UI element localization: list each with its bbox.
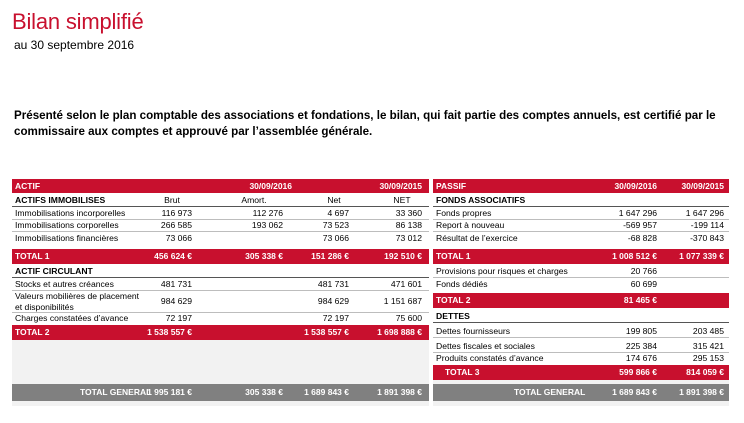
row-label: Charges constatées d’avance — [15, 313, 129, 323]
row-label: Produits constatés d’avance — [436, 353, 544, 363]
actif-circulant-block — [12, 264, 429, 325]
col-net2015-label: NET — [393, 195, 411, 205]
cell-brut: 73 066 — [165, 233, 192, 243]
total-2016: 1 008 512 € — [612, 251, 657, 261]
cell-2015: -199 114 — [690, 220, 724, 230]
passif-total-general — [433, 384, 729, 401]
cell-2016: 60 699 — [630, 279, 657, 289]
cell-brut: 481 731 — [160, 279, 192, 289]
total-brut: 1 538 557 € — [147, 327, 192, 337]
row-label: Valeurs mobilières de placement — [15, 291, 140, 301]
row-label: Dettes fournisseurs — [436, 326, 511, 336]
table-row — [433, 341, 729, 353]
cell-2016: 20 766 — [630, 266, 657, 276]
page-title: Bilan simplifié — [12, 9, 144, 34]
actif-header-date-2015: 30/09/2015 — [379, 181, 422, 191]
passif-header-date-2016: 30/09/2016 — [614, 181, 657, 191]
total-label: TOTAL 2 — [15, 327, 50, 337]
actif-immobilises-title: ACTIFS IMMOBILISES — [15, 195, 106, 205]
passif-header-label: PASSIF — [436, 181, 467, 191]
cell-net2015: 73 012 — [395, 233, 422, 243]
cell-net: 73 523 — [322, 220, 349, 230]
cell-net2015: 33 360 — [395, 208, 422, 218]
cell-2016: 1 647 296 — [618, 208, 657, 218]
cell-2015: 295 153 — [692, 353, 724, 363]
total-2015: 1 077 339 € — [679, 251, 724, 261]
cell-2015: 203 485 — [692, 326, 724, 336]
row-label-line2: et disponibilités — [15, 302, 74, 312]
row-label: Résultat de l’exercice — [436, 233, 518, 243]
passif-provisions-block — [433, 264, 729, 293]
row-label: Provisions pour risques et charges — [436, 266, 568, 276]
table-row — [433, 208, 729, 220]
passif-dettes-title-row — [433, 311, 729, 323]
total-amort: 305 338 € — [245, 251, 283, 261]
actif-table — [12, 179, 429, 406]
actif-immobilises-block — [12, 193, 429, 249]
cell-net2015: 1 151 687 — [383, 296, 422, 306]
total-general-label: TOTAL GENERAL — [514, 387, 586, 397]
cell-2015: -370 843 — [690, 233, 724, 243]
actif-total-general — [12, 384, 429, 401]
cell-2016: 174 676 — [625, 353, 657, 363]
total-general-2015: 1 891 398 € — [679, 387, 724, 397]
table-row — [433, 279, 729, 290]
table-row — [12, 220, 429, 232]
passif-header — [433, 179, 729, 193]
row-label: Report à nouveau — [436, 220, 505, 230]
total-2016: 599 866 € — [619, 367, 657, 377]
passif-table — [433, 179, 729, 406]
intro-paragraph: Présenté selon le plan comptable des associations et fondations, le bilan, qui fait partie des comptes annuels, est certifié par le commissaire aux comptes et approuvé par l’assemblée générale. — [14, 109, 716, 138]
total-2016: 81 465 € — [623, 295, 657, 305]
passif-fonds-block — [433, 193, 729, 249]
table-row — [12, 208, 429, 220]
total-general-net: 1 689 843 € — [304, 387, 349, 397]
cell-brut: 116 973 — [161, 208, 192, 218]
total-label: TOTAL 1 — [15, 251, 50, 261]
passif-fonds-title: FONDS ASSOCIATIFS — [436, 195, 526, 205]
row-label: Immobilisations financières — [15, 233, 119, 243]
cell-2016: 225 384 — [625, 341, 657, 351]
total-2015: 814 059 € — [686, 367, 724, 377]
total-label: TOTAL 2 — [436, 295, 471, 305]
cell-2015: 1 647 296 — [685, 208, 724, 218]
actif-circulant-title: ACTIF CIRCULANT — [15, 266, 93, 276]
total-net: 151 286 € — [311, 251, 349, 261]
passif-dettes-block — [433, 308, 729, 365]
actif-total-2 — [12, 325, 429, 340]
passif-header-date-2015: 30/09/2015 — [681, 181, 724, 191]
cell-net: 481 731 — [317, 279, 349, 289]
passif-fonds-title-row — [433, 195, 729, 207]
table-row — [433, 266, 729, 278]
table-row — [433, 326, 729, 338]
table-row — [433, 233, 729, 244]
cell-net: 4 697 — [327, 208, 349, 218]
passif-total-3 — [433, 365, 729, 380]
cell-amort: 112 276 — [252, 208, 283, 218]
total-label: TOTAL 1 — [436, 251, 471, 261]
cell-2015: 315 421 — [692, 341, 724, 351]
actif-total-1 — [12, 249, 429, 264]
table-row — [12, 279, 429, 291]
row-label: Stocks et autres créances — [15, 279, 114, 289]
total-general-label: TOTAL GENERAL — [80, 387, 152, 397]
table-row — [12, 291, 429, 313]
cell-brut: 984 629 — [160, 296, 192, 306]
cell-net2015: 86 138 — [395, 220, 422, 230]
passif-dettes-title: DETTES — [436, 311, 470, 321]
passif-total-1 — [433, 249, 729, 264]
cell-brut: 72 197 — [165, 313, 192, 323]
cell-2016: 199 805 — [625, 326, 657, 336]
total-net2015: 1 698 888 € — [377, 327, 422, 337]
actif-header-label: ACTIF — [15, 181, 41, 191]
cell-net: 72 197 — [322, 313, 349, 323]
cell-net: 984 629 — [317, 296, 349, 306]
cell-2016: -68 828 — [627, 233, 657, 243]
row-label: Immobilisations incorporelles — [15, 208, 126, 218]
row-label: Dettes fiscales et sociales — [436, 341, 535, 351]
total-net2015: 192 510 € — [384, 251, 422, 261]
cell-net2015: 75 600 — [395, 313, 422, 323]
cell-net2015: 471 601 — [390, 279, 422, 289]
total-general-brut: 1 995 181 € — [147, 387, 192, 397]
total-general-amort: 305 338 € — [245, 387, 283, 397]
actif-circulant-title-row — [12, 266, 429, 278]
cell-brut: 266 585 — [160, 220, 192, 230]
total-general-net2015: 1 891 398 € — [377, 387, 422, 397]
actif-immobilises-title-row — [12, 195, 429, 207]
row-label: Fonds dédiés — [436, 279, 488, 289]
table-row — [12, 313, 429, 324]
total-general-2016: 1 689 843 € — [612, 387, 657, 397]
total-net: 1 538 557 € — [304, 327, 349, 337]
cell-net: 73 066 — [322, 233, 349, 243]
cell-amort: 193 062 — [251, 220, 283, 230]
page-subtitle: au 30 septembre 2016 — [14, 38, 135, 52]
col-brut-label: Brut — [164, 195, 180, 205]
actif-header — [12, 179, 429, 193]
row-label: Fonds propres — [436, 208, 492, 218]
total-label: TOTAL 3 — [445, 367, 480, 377]
col-amort-label: Amort. — [241, 195, 267, 205]
passif-total-2 — [433, 293, 729, 308]
table-row — [12, 233, 429, 244]
cell-2016: -569 957 — [623, 220, 657, 230]
actif-header-date-2016: 30/09/2016 — [249, 181, 292, 191]
total-brut: 456 624 € — [154, 251, 192, 261]
table-row — [433, 220, 729, 232]
row-label: Immobilisations corporelles — [15, 220, 119, 230]
table-row — [433, 353, 729, 364]
col-net-label: Net — [327, 195, 341, 205]
